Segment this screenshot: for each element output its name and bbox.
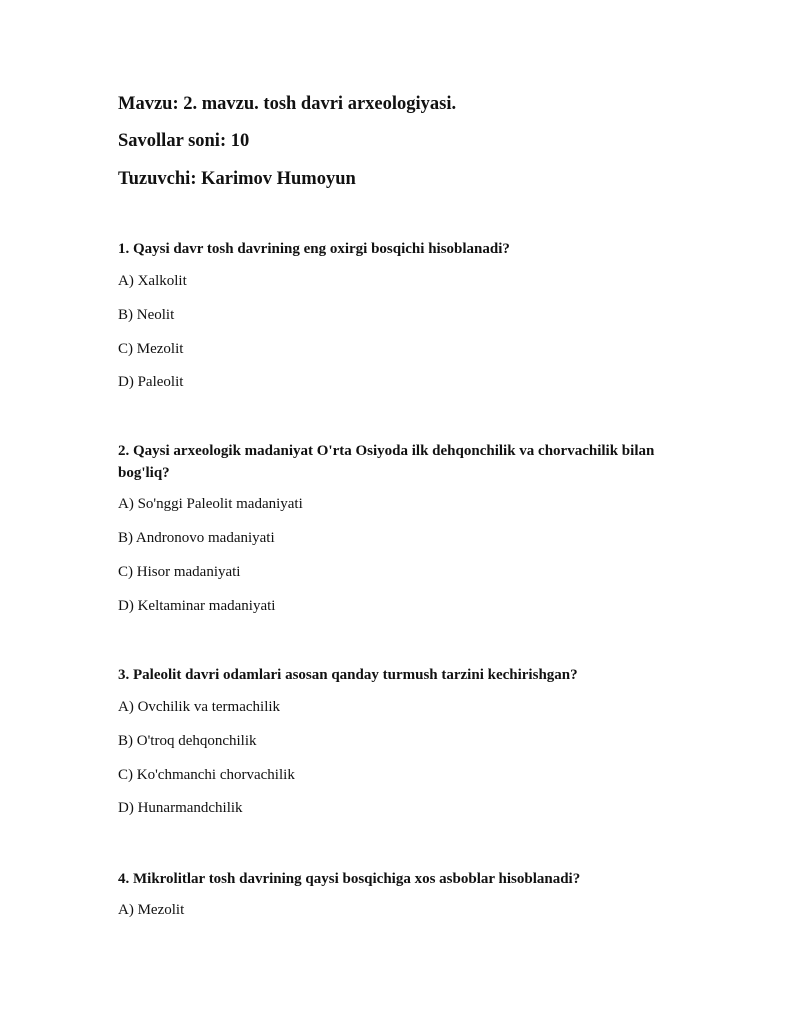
question-1-option-c: C) Mezolit bbox=[118, 341, 184, 357]
topic-heading: Mavzu: 2. mavzu. tosh davri arxeologiyasi. bbox=[118, 94, 457, 114]
question-3-option-a: A) Ovchilik va termachilik bbox=[118, 699, 281, 715]
question-3-option-d: D) Hunarmandchilik bbox=[118, 800, 243, 816]
question-1-option-b: B) Neolit bbox=[118, 307, 175, 323]
question-3-option-b: B) O'troq dehqonchilik bbox=[118, 733, 257, 749]
question-2-option-d: D) Keltaminar madaniyati bbox=[118, 598, 276, 614]
question-count: Savollar soni: 10 bbox=[118, 131, 250, 151]
question-2: 2. Qaysi arxeologik madaniyat O'rta Osiyoda ilk dehqonchilik va chorvachilik bilan bog'liq? bbox=[118, 443, 655, 481]
question-2-option-b: B) Andronovo madaniyati bbox=[118, 530, 275, 546]
question-1-option-a: A) Xalkolit bbox=[118, 273, 187, 289]
question-1-option-d: D) Paleolit bbox=[118, 374, 184, 390]
question-4-option-a: A) Mezolit bbox=[118, 902, 185, 918]
question-3: 3. Paleolit davri odamlari asosan qanday turmush tarzini kechirishgan? bbox=[118, 667, 578, 683]
author-line: Tuzuvchi: Karimov Humoyun bbox=[118, 169, 356, 189]
question-1: 1. Qaysi davr tosh davrining eng oxirgi bosqichi hisoblanadi? bbox=[118, 241, 510, 257]
question-3-option-c: C) Ko'chmanchi chorvachilik bbox=[118, 767, 295, 783]
question-4: 4. Mikrolitlar tosh davrining qaysi bosqichiga xos asboblar hisoblanadi? bbox=[118, 871, 581, 887]
question-2-option-c: C) Hisor madaniyati bbox=[118, 564, 241, 580]
question-2-option-a: A) So'nggi Paleolit madaniyati bbox=[118, 496, 303, 512]
